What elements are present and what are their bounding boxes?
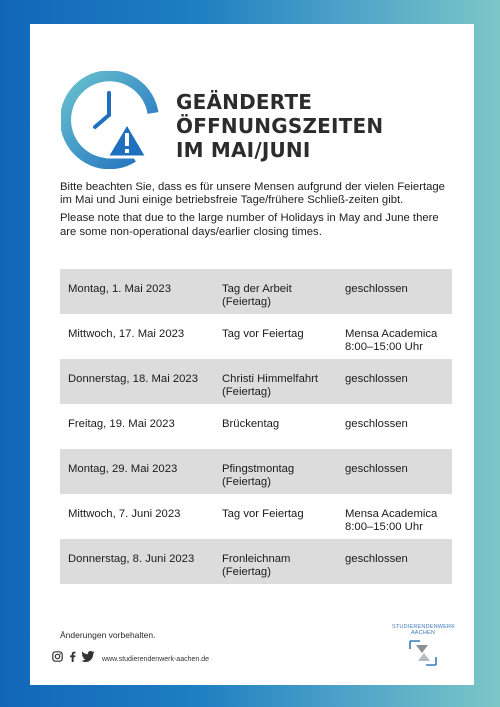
brand-logo — [392, 624, 454, 672]
title-line-3: IM MAI/JUNI — [176, 138, 311, 162]
occasion-label: Christi Himmelfahrt — [222, 373, 319, 385]
row-status — [345, 553, 455, 566]
table-row — [60, 314, 452, 359]
title-line-2: ÖFFNUNGSZEITEN — [176, 114, 384, 138]
occasion-label: Tag vor Feiertag — [222, 508, 304, 520]
brand-name: STUDIERENDENWERK — [392, 624, 456, 630]
disclaimer-note: Änderungen vorbehalten. — [60, 630, 156, 640]
row-date: Donnerstag, 8. Juni 2023 — [68, 553, 195, 565]
status-label: geschlossen — [345, 373, 408, 385]
occasion-note: (Feiertag) — [222, 296, 271, 309]
row-occasion — [222, 553, 342, 579]
status-label: Mensa Academica — [345, 508, 438, 520]
brand-mark-icon — [408, 639, 438, 667]
intro-text — [60, 181, 450, 244]
status-hours: 8:00–15:00 Uhr — [345, 341, 423, 354]
status-hours: 8:00–15:00 Uhr — [345, 521, 423, 534]
occasion-label: Pfingstmontag — [222, 463, 295, 475]
row-date: Montag, 1. Mai 2023 — [68, 283, 171, 295]
table-row — [60, 269, 452, 314]
intro-english: Please note that due to the large number of Holidays in May and June there are some non-operational days/earlier closing times. — [60, 212, 439, 238]
status-label: Mensa Academica — [345, 328, 438, 340]
status-label: geschlossen — [345, 418, 408, 430]
occasion-label: Fronleichnam — [222, 553, 291, 565]
row-date: Freitag, 19. Mai 2023 — [68, 418, 175, 430]
status-label: geschlossen — [345, 283, 408, 295]
row-status — [345, 463, 455, 476]
title-line-1: GEÄNDERTE — [176, 90, 313, 114]
row-occasion — [222, 508, 342, 521]
status-label: geschlossen — [345, 463, 408, 475]
table-row — [60, 449, 452, 494]
table-row — [60, 539, 452, 584]
twitter-icon[interactable] — [82, 651, 95, 662]
row-date: Montag, 29. Mai 2023 — [68, 463, 178, 475]
brand-city: AACHEN — [410, 630, 436, 637]
occasion-note: (Feiertag) — [222, 566, 271, 579]
occasion-label: Tag vor Feiertag — [222, 328, 304, 340]
clock-warning-icon — [61, 71, 161, 169]
table-row — [60, 359, 452, 404]
row-occasion — [222, 373, 342, 399]
website-link[interactable]: www.studierendenwerk-aachen.de — [102, 656, 210, 663]
row-occasion — [222, 283, 342, 309]
row-occasion — [222, 463, 342, 489]
row-occasion — [222, 418, 342, 431]
schedule-table — [60, 269, 452, 584]
status-label: geschlossen — [345, 553, 408, 565]
row-status — [345, 328, 455, 354]
intro-german: Bitte beachten Sie, dass es für unsere Mensen aufgrund der vielen Feiertage im Mai und Juni einige betriebsfreie Tage/frühere Schließ-zeiten gibt. — [60, 181, 445, 207]
instagram-icon[interactable] — [52, 651, 63, 662]
social-links — [52, 651, 95, 662]
facebook-icon[interactable] — [69, 651, 76, 662]
row-occasion — [222, 328, 342, 341]
table-row — [60, 494, 452, 539]
row-status — [345, 508, 455, 534]
page-title — [176, 90, 383, 162]
occasion-note: (Feiertag) — [222, 386, 271, 399]
row-status — [345, 418, 455, 431]
row-date: Donnerstag, 18. Mai 2023 — [68, 373, 198, 385]
row-date: Mittwoch, 17. Mai 2023 — [68, 328, 185, 340]
row-date: Mittwoch, 7. Juni 2023 — [68, 508, 181, 520]
occasion-label: Tag der Arbeit — [222, 283, 292, 295]
row-status — [345, 373, 455, 386]
occasion-label: Brückentag — [222, 418, 280, 430]
table-row — [60, 404, 452, 449]
row-status — [345, 283, 455, 296]
occasion-note: (Feiertag) — [222, 476, 271, 489]
notice-sheet — [30, 24, 474, 685]
